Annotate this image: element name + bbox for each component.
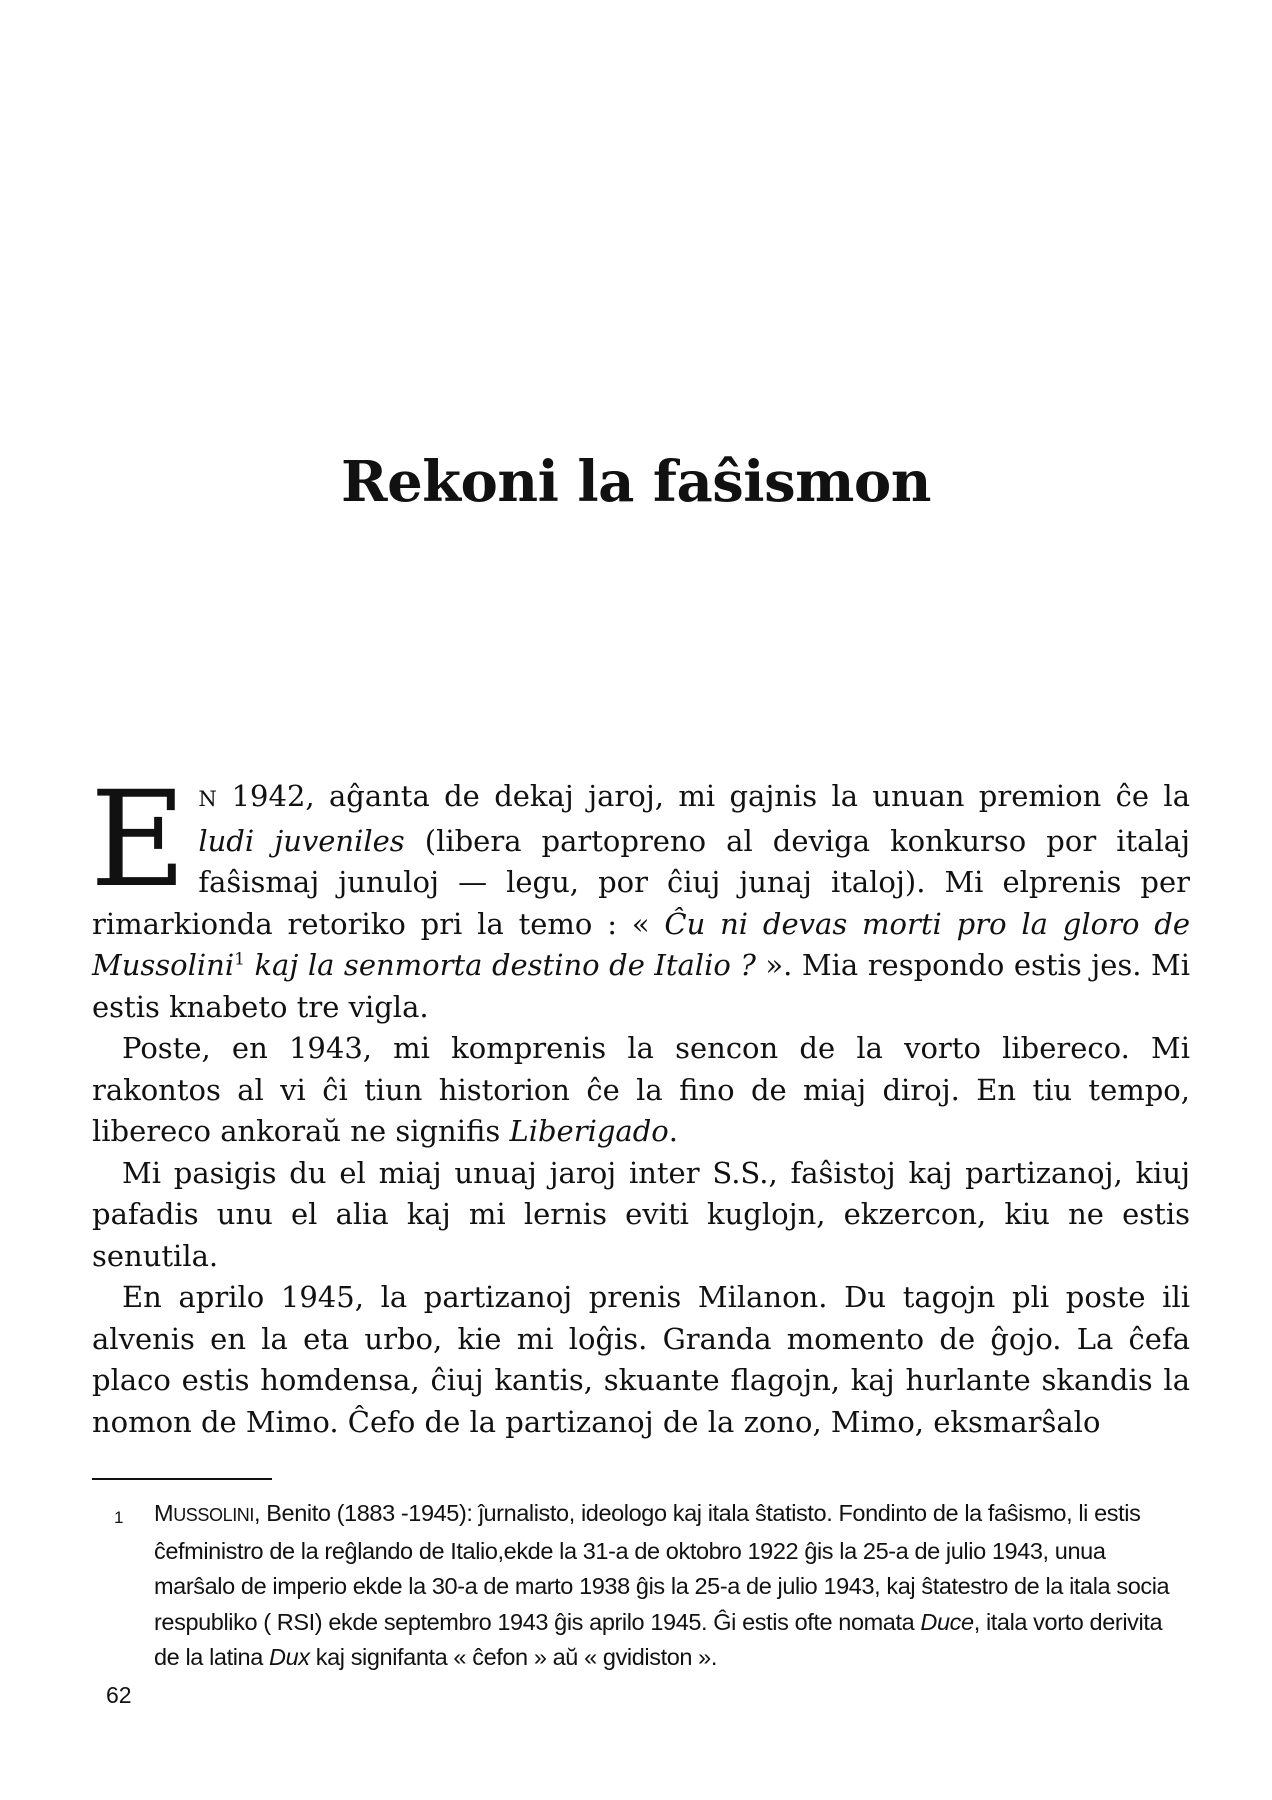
paragraph-3: Mi pasigis du el miaj unuaj jaroj inter S.S., faŝistoj kaj partizanoj, kiuj pafadis unu el alia kaj mi lernis eviti kuglojn, ekzercon, kiu ne estis senutila. <box>92 1155 1190 1273</box>
paragraph-1-text-1: 1942, aĝanta de dekaj jaroj, mi gajnis la unuan premion ĉe la <box>217 779 1190 813</box>
footnote-name <box>154 1500 254 1526</box>
paragraph-2 <box>92 1028 1190 1153</box>
body-text <box>90 763 1191 1443</box>
footnote-italic-2: Dux <box>269 1644 310 1670</box>
footnote-name-rest: USSOLINI <box>173 1505 255 1525</box>
footnote-italic-1: Duce <box>920 1608 974 1635</box>
paragraph-1-italic-3: kaj la senmorta destino de Italio ? <box>244 948 756 982</box>
paragraph-1-text-3: ». Mia respondo estis jes. Mi estis knabeto tre vigla. <box>92 948 1190 1024</box>
paragraph-1-italic-1: ludi juveniles <box>198 823 405 858</box>
footnote-separator <box>92 1478 272 1480</box>
paragraph-2-text-1: Poste, en 1943, mi komprenis la sencon de la vorto libereco. Mi rakontos al vi ĉi tiun historion ĉe la fino de miaj diroj. En tiu tempo, libereco ankoraŭ ne signifis <box>92 1031 1190 1148</box>
paragraph-2-italic-1: Liberigado <box>509 1114 669 1148</box>
footnote-text-3: kaj signifanta « ĉefon » aŭ « gvidiston ». <box>309 1644 717 1670</box>
paragraph-1-text-2: (libera partopreno al deviga konkurso por italaj faŝismaj junuloj — legu, por ĉiuj junaj italoj). Mi elprenis per rimarkionda retoriko pri la temo : « <box>92 823 1191 941</box>
footnote <box>92 1496 1192 1676</box>
paragraph-1-italic-2: Ĉu ni devas morti pro la gloro de Mussolini <box>92 906 1190 982</box>
paragraph-4: En aprilo 1945, la partizanoj prenis Milanon. Du tagojn pli poste ili alvenis en la eta urbo, kie mi loĝis. Granda momento de ĝojo. La ĉefa placo estis homdensa, ĉiuj kantis, skuante flagojn, kaj hurlante skandis la nomon de Mimo. Ĉefo de la partizanoj de la zono, Mimo, eksmarŝalo <box>92 1280 1190 1439</box>
footnote-text <box>154 1496 1192 1676</box>
footnote-name-initial: M <box>154 1500 174 1526</box>
paragraph-1 <box>90 763 1191 1028</box>
small-caps-text: N <box>198 787 218 811</box>
footnote-reference[interactable]: 1 <box>234 949 245 970</box>
drop-cap: E <box>90 763 187 917</box>
page-number: 62 <box>106 1682 132 1708</box>
footnote-number: 1 <box>114 1508 124 1527</box>
paragraph-2-text-2: . <box>668 1114 678 1148</box>
footnote-text-1: , Benito (1883 -1945): ĵurnalisto, ideologo kaj itala ŝtatisto. Fondinto de la faŝismo, li estis ĉefministro de la reĝlando de Italio,ekde la 31-a de oktobro 1922 ĝis la 25-a de julio 1943, unua marŝalo de imperio ekde la 30-a de marto 1938 ĝis la 25-a de julio 1943, kaj ŝtatestro de la itala socia respubliko ( RSI) ekde septembro 1943 ĝis aprilo 1945. Ĝi estis ofte nomata <box>154 1500 1170 1635</box>
footnote-text-2: , itala vorto derivita de la latina <box>154 1608 1163 1670</box>
chapter-title: Rekoni la faŝismon <box>341 449 931 515</box>
